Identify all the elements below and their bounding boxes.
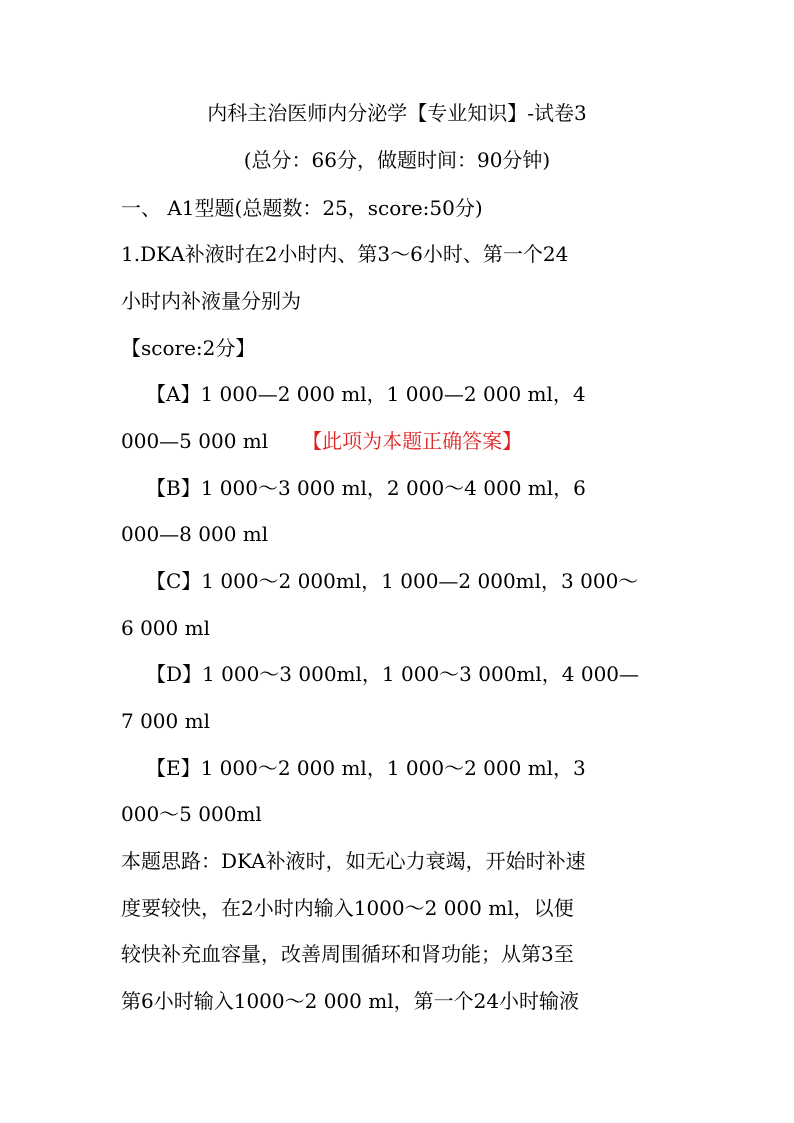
question-stem-line-2: 小时内补液量分别为 bbox=[121, 289, 301, 313]
explanation-line-3: 较快补充血容量，改善周围循环和肾功能；从第3至 bbox=[121, 942, 574, 966]
question-stem-line-1: 1.DKA补液时在2小时内、第3～6小时、第一个24 bbox=[121, 242, 569, 266]
option-d-line-1: 【D】1 000～3 000ml，1 000～3 000ml，4 000— bbox=[146, 662, 640, 686]
section-heading: 一、 A1型题(总题数：25，score:50分) bbox=[121, 196, 483, 220]
exam-summary: (总分：66分，做题时间：90分钟) bbox=[243, 148, 551, 172]
option-a-line-2 bbox=[121, 429, 522, 453]
explanation-line-2: 度要较快，在2小时内输入1000～2 000 ml，以便 bbox=[121, 896, 574, 920]
explanation-line-4: 第6小时输入1000～2 000 ml，第一个24小时输液 bbox=[121, 989, 580, 1013]
option-c-line-2: 6 000 ml bbox=[121, 616, 210, 640]
option-e-line-2: 000～5 000ml bbox=[121, 802, 262, 826]
option-a-text: 000—5 000 ml bbox=[121, 429, 269, 453]
correct-answer-mark: 【此项为本题正确答案】 bbox=[302, 429, 523, 453]
option-c-line-1: 【C】1 000～2 000ml，1 000—2 000ml，3 000～ bbox=[146, 569, 639, 593]
option-d-line-2: 7 000 ml bbox=[121, 709, 210, 733]
option-b-line-1: 【B】1 000～3 000 ml，2 000～4 000 ml，6 bbox=[146, 476, 586, 500]
exam-title: 内科主治医师内分泌学【专业知识】-试卷3 bbox=[207, 101, 587, 125]
option-a-line-1: 【A】1 000—2 000 ml，1 000—2 000 ml，4 bbox=[146, 382, 586, 406]
option-b-line-2: 000—8 000 ml bbox=[121, 522, 269, 546]
explanation-line-1: 本题思路：DKA补液时，如无心力衰竭，开始时补速 bbox=[121, 849, 586, 873]
question-score: 【score:2分】 bbox=[121, 336, 256, 360]
option-e-line-1: 【E】1 000～2 000 ml，1 000～2 000 ml，3 bbox=[146, 756, 586, 780]
